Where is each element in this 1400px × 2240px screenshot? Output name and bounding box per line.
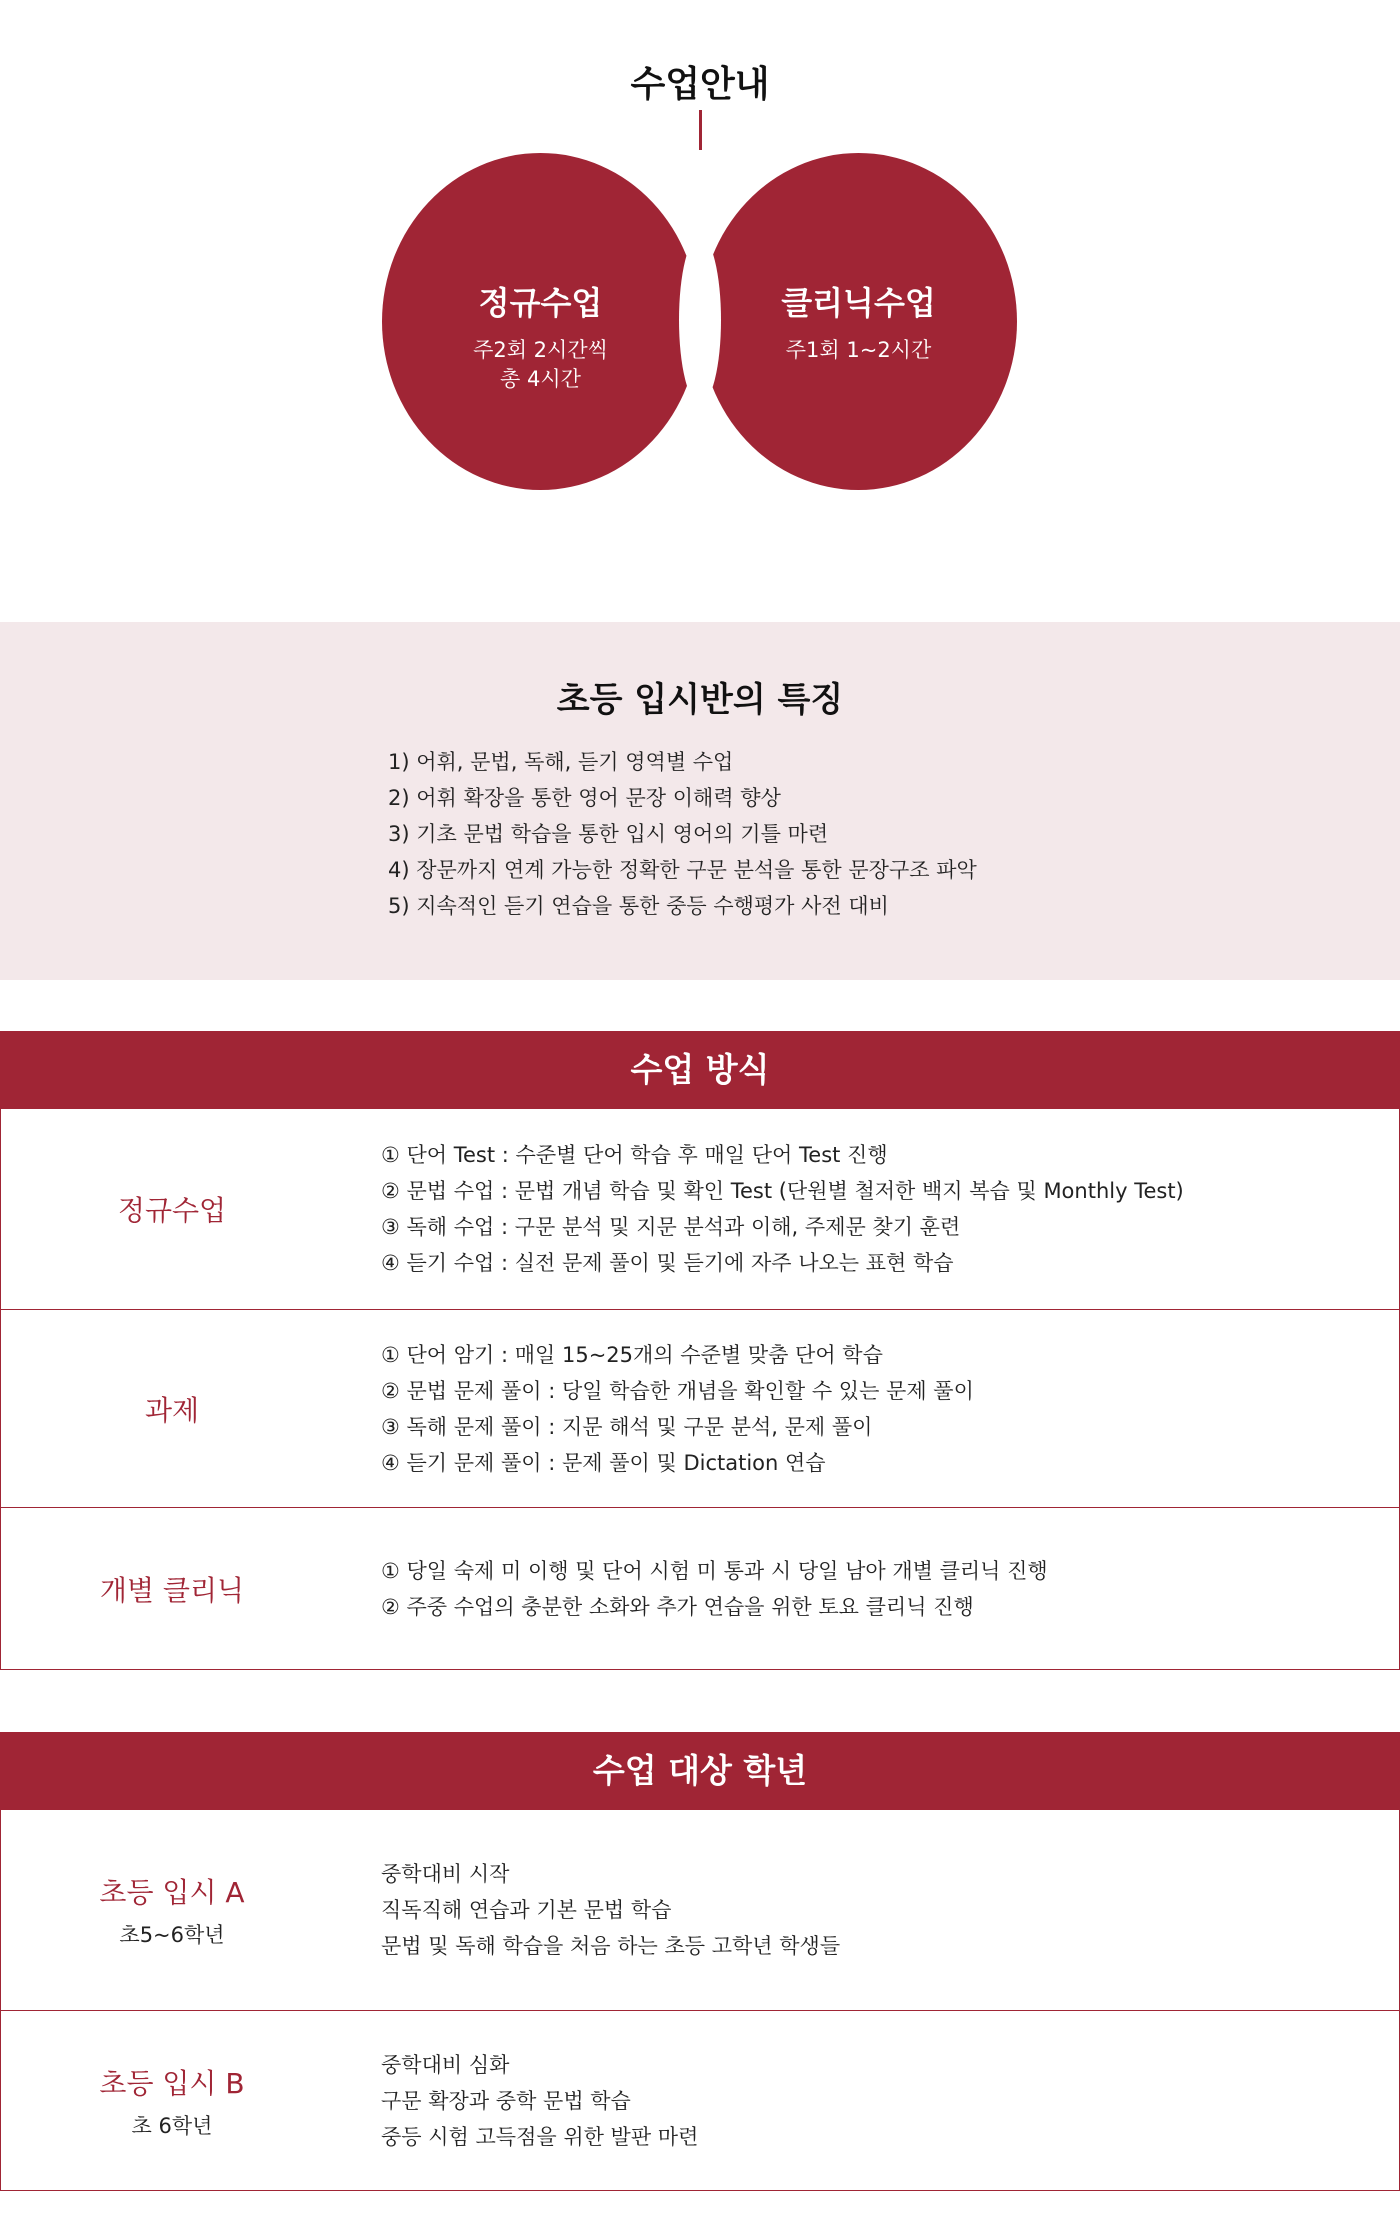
detail-item: ③ 독해 문제 풀이 : 지문 해석 및 구문 분석, 문제 풀이 <box>381 1414 873 1439</box>
detail-item: 구문 확장과 중학 문법 학습 <box>381 2088 631 2113</box>
feature-item: 3) 기초 문법 학습을 통한 입시 영어의 기틀 마련 <box>388 822 829 846</box>
detail-item: ② 문법 수업 : 문법 개념 학습 및 확인 Test (단원별 철저한 백지 복습 및 Monthly Test) <box>381 1179 1184 1203</box>
row-label-cell <box>1 1109 343 1309</box>
row-label-cell <box>1 1810 343 2010</box>
detail-item: ② 주중 수업의 충분한 소화와 추가 연습을 위한 토요 클리닉 진행 <box>381 1594 974 1619</box>
venn-overlap <box>679 236 721 404</box>
detail-item: ① 단어 암기 : 매일 15~25개의 수준별 맞춤 단어 학습 <box>381 1342 883 1367</box>
regular-class-circle <box>382 153 699 490</box>
row-label-cell <box>1 1508 343 1669</box>
row-label: 과제 <box>144 1393 200 1427</box>
regular-class-title: 정규수업 <box>478 284 603 322</box>
row-label: 초등 입시 B <box>99 2066 245 2100</box>
detail-item: 중학대비 시작 <box>381 1862 510 1886</box>
row-label: 정규수업 <box>117 1194 227 1227</box>
table-row <box>1 1810 1399 2010</box>
row-label-cell <box>1 2011 343 2190</box>
feature-item: 1) 어휘, 문법, 독해, 듣기 영역별 수업 <box>388 750 734 774</box>
features-list <box>388 744 977 924</box>
row-grade: 초 6학년 <box>131 2113 213 2138</box>
detail-item: ① 단어 Test : 수준별 단어 학습 후 매일 단어 Test 진행 <box>381 1143 888 1167</box>
regular-class-schedule-line2: 총 4시간 <box>500 367 581 391</box>
grades-section-header: 수업 대상 학년 <box>0 1732 1400 1810</box>
clinic-class-schedule <box>700 336 1017 365</box>
row-detail-list <box>381 1508 1048 1669</box>
detail-item: ① 당일 숙제 미 이행 및 단어 시험 미 통과 시 당일 남아 개별 클리닉 진행 <box>381 1558 1048 1583</box>
table-row <box>1 1309 1399 1507</box>
regular-class-schedule <box>382 336 699 394</box>
grades-table <box>0 1810 1400 2191</box>
table-row <box>1 1507 1399 1669</box>
intro-title: 수업안내 <box>630 64 770 105</box>
features-section <box>0 622 1400 980</box>
row-grade: 초5~6학년 <box>119 1923 225 1947</box>
row-detail-list <box>381 2011 698 2190</box>
row-detail-list <box>381 1109 1184 1309</box>
clinic-class-title: 클리닉수업 <box>781 284 936 322</box>
detail-item: 중등 시험 고득점을 위한 발판 마련 <box>381 2124 699 2149</box>
intro-connector-line <box>699 110 702 150</box>
detail-item: 중학대비 심화 <box>381 2052 510 2077</box>
row-detail-list <box>381 1310 974 1507</box>
detail-item: ② 문법 문제 풀이 : 당일 학습한 개념을 확인할 수 있는 문제 풀이 <box>381 1378 974 1403</box>
row-label-cell <box>1 1310 343 1507</box>
table-row <box>1 2010 1399 2190</box>
detail-item: 직독직해 연습과 기본 문법 학습 <box>381 1898 672 1922</box>
features-title: 초등 입시반의 특징 <box>556 680 844 720</box>
clinic-class-schedule-line1: 주1회 1~2시간 <box>785 338 932 362</box>
table-row <box>1 1109 1399 1309</box>
row-detail-list <box>381 1810 840 2010</box>
clinic-class-circle <box>700 153 1017 490</box>
method-table <box>0 1109 1400 1670</box>
feature-item: 5) 지속적인 듣기 연습을 통한 중등 수행평가 사전 대비 <box>388 894 889 918</box>
row-label: 초등 입시 A <box>99 1876 245 1909</box>
feature-item: 4) 장문까지 연계 가능한 정확한 구문 분석을 통한 문장구조 파악 <box>388 858 977 882</box>
detail-item: ③ 독해 수업 : 구문 분석 및 지문 분석과 이해, 주제문 찾기 훈련 <box>381 1215 961 1239</box>
row-label: 개별 클리닉 <box>99 1573 245 1607</box>
method-section-header: 수업 방식 <box>0 1031 1400 1109</box>
feature-item: 2) 어휘 확장을 통한 영어 문장 이해력 향상 <box>388 786 781 810</box>
regular-class-schedule-line1: 주2회 2시간씩 <box>473 338 608 362</box>
detail-item: ④ 듣기 수업 : 실전 문제 풀이 및 듣기에 자주 나오는 표현 학습 <box>381 1251 954 1275</box>
detail-item: 문법 및 독해 학습을 처음 하는 초등 고학년 학생들 <box>381 1934 841 1958</box>
detail-item: ④ 듣기 문제 풀이 : 문제 풀이 및 Dictation 연습 <box>381 1450 826 1475</box>
